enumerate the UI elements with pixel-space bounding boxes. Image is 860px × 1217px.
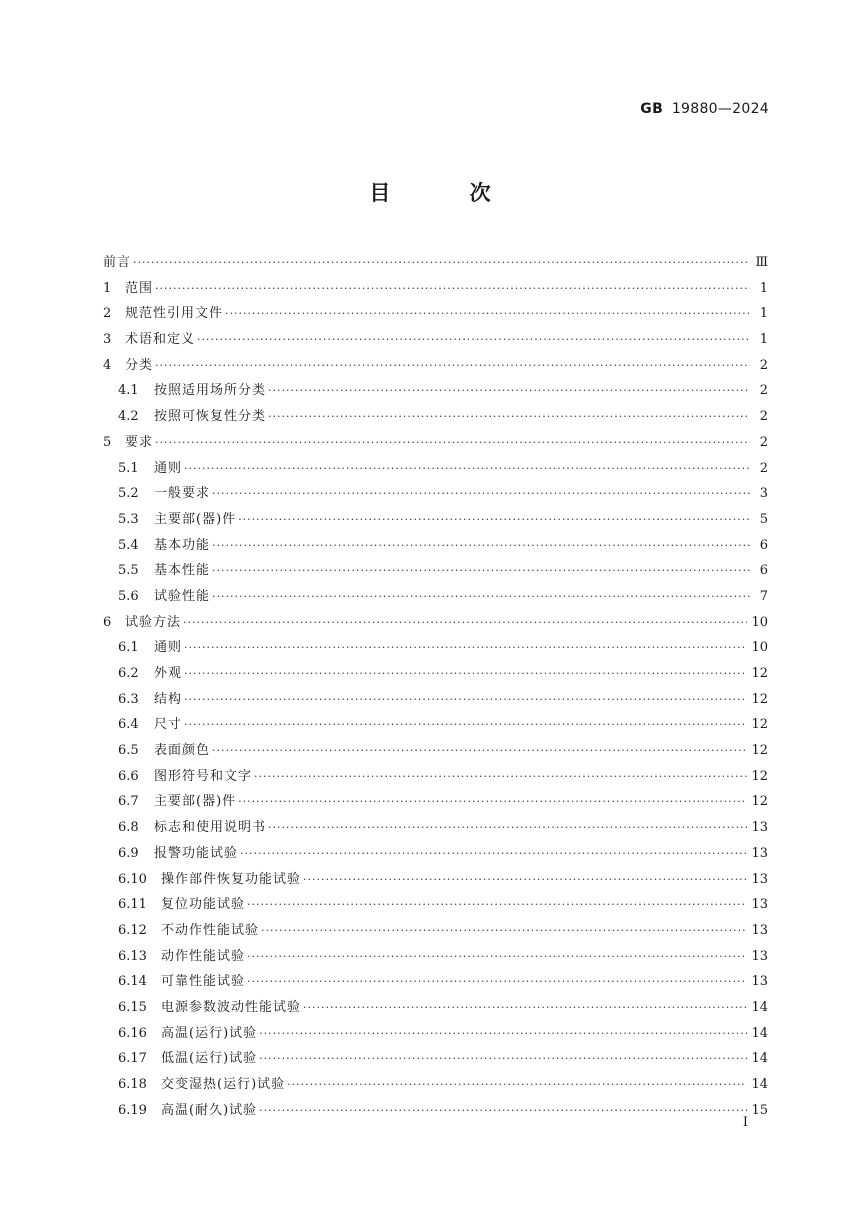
toc-leader-dots — [303, 867, 747, 893]
page-title: 目 次 — [369, 181, 527, 205]
toc-entry[interactable] — [103, 533, 768, 559]
toc-entry[interactable] — [103, 764, 768, 790]
toc-entry-number: 6.9 — [118, 845, 139, 861]
toc-entry-number: 5.6 — [118, 588, 139, 604]
toc-entry-page: 15 — [751, 1102, 768, 1118]
toc-entry[interactable] — [103, 738, 768, 764]
toc-entry-number: 5.3 — [118, 511, 139, 527]
toc-entry-page: 2 — [759, 434, 768, 450]
toc-leader-dots — [155, 430, 750, 456]
toc-entry-title: 动作性能试验 — [161, 948, 246, 964]
toc-leader-dots — [183, 610, 747, 636]
toc-entry-page: 2 — [759, 357, 768, 373]
toc-leader-dots — [184, 661, 747, 687]
toc-entry[interactable] — [103, 661, 768, 687]
toc-entry[interactable] — [103, 944, 768, 970]
toc-entry-title: 试验性能 — [154, 588, 211, 604]
standard-number — [640, 101, 769, 117]
toc-entry[interactable] — [103, 378, 768, 404]
toc-leader-dots — [259, 1021, 747, 1047]
toc-entry-number: 1 — [103, 280, 112, 296]
toc-entry-number: 6.2 — [118, 666, 139, 681]
toc-entry-number: 6.10 — [118, 871, 147, 887]
toc-entry-number: 6.3 — [118, 691, 139, 707]
toc-entry[interactable] — [103, 712, 768, 738]
toc-entry-title: 要求 — [125, 434, 154, 450]
toc-entry[interactable] — [103, 301, 768, 327]
toc-entry-number: 6.15 — [118, 999, 147, 1015]
toc-leader-dots — [155, 276, 750, 302]
toc-entry-page: 2 — [759, 383, 768, 399]
toc-entry-page: 6 — [759, 537, 768, 553]
toc-entry-page: 12 — [751, 794, 768, 810]
toc-entry-number: 5.4 — [118, 537, 139, 553]
toc-entry-page: 1 — [759, 306, 768, 322]
toc-entry-number: 5.1 — [118, 460, 139, 476]
toc-entry-number: 6.14 — [118, 974, 147, 990]
toc-entry-title: 范围 — [125, 280, 154, 296]
toc-entry-title: 尺寸 — [154, 717, 183, 733]
toc-entry-page: 3 — [759, 486, 768, 502]
toc-leader-dots — [155, 353, 750, 379]
toc-leader-dots — [287, 1072, 747, 1098]
toc-leader-dots — [212, 584, 750, 610]
toc-entry[interactable] — [103, 507, 768, 533]
toc-leader-dots — [247, 892, 747, 918]
page-number: I — [742, 1115, 748, 1130]
toc-entry-title: 交变湿热(运行)试验 — [161, 1077, 286, 1092]
toc-entry[interactable] — [103, 353, 768, 379]
toc-entry[interactable] — [103, 1072, 768, 1098]
toc-entry-page: 10 — [751, 614, 768, 630]
toc-entry-page: 12 — [751, 768, 768, 784]
toc-entry-number: 5 — [103, 434, 112, 450]
toc-entry-page: 1 — [759, 280, 768, 296]
toc-entry-title: 外观 — [154, 666, 183, 681]
toc-entry[interactable] — [103, 1021, 768, 1047]
toc-entry-title: 报警功能试验 — [154, 845, 239, 861]
toc-entry-number: 4 — [103, 357, 112, 373]
toc-entry[interactable] — [103, 815, 768, 841]
toc-entry[interactable] — [103, 430, 768, 456]
toc-entry-page: 14 — [751, 1077, 768, 1092]
toc-entry-title: 试验方法 — [125, 614, 182, 630]
toc-entry-number: 5.2 — [118, 486, 139, 502]
toc-entry-page: 1 — [759, 332, 768, 348]
toc-leader-dots — [268, 404, 750, 430]
toc-entry-number: 6.8 — [118, 820, 139, 836]
toc-entry-title: 标志和使用说明书 — [154, 820, 267, 836]
toc-entry-number: 6.13 — [118, 948, 147, 964]
toc-entry-title: 可靠性能试验 — [161, 974, 246, 990]
toc-entry-number: 6 — [103, 614, 112, 630]
toc-leader-dots — [240, 841, 747, 867]
toc-entry-title: 表面颜色 — [154, 743, 211, 759]
toc-entry-number: 6.12 — [118, 922, 147, 938]
toc-entry-page: 13 — [751, 871, 768, 887]
toc-entry-page: 12 — [751, 717, 768, 733]
toc-entry[interactable] — [103, 841, 768, 867]
toc-entry-number: 6.6 — [118, 768, 139, 784]
toc-leader-dots — [268, 815, 747, 841]
toc-entry-title: 通则 — [154, 640, 183, 656]
toc-entry-page: 14 — [751, 999, 768, 1015]
toc-entry-page: 12 — [751, 666, 768, 681]
toc-entry-number: 6.4 — [118, 717, 139, 733]
toc-leader-dots — [259, 1098, 747, 1124]
toc-entry-title: 主要部(器)件 — [154, 511, 237, 527]
toc-entry-title: 操作部件恢复功能试验 — [161, 871, 302, 887]
toc-leader-dots — [212, 738, 747, 764]
toc-entry-page: 12 — [751, 743, 768, 759]
toc-leader-dots — [184, 456, 750, 482]
toc-leader-dots — [268, 378, 750, 404]
toc-entry-number: 6.17 — [118, 1051, 147, 1067]
toc-entry-page: 13 — [751, 897, 768, 913]
toc-entry-number: 6.1 — [118, 640, 139, 656]
standard-prefix: GB — [640, 101, 664, 117]
toc-entry-page: 6 — [759, 563, 768, 579]
toc-entry[interactable] — [103, 789, 768, 815]
toc-leader-dots — [238, 789, 747, 815]
toc-entry[interactable] — [103, 1098, 768, 1124]
toc-entry-page: 2 — [759, 409, 768, 425]
toc-entry-page: 12 — [751, 691, 768, 707]
toc-entry-number: 6.19 — [118, 1102, 147, 1118]
toc-entry[interactable] — [103, 918, 768, 944]
toc-entry[interactable] — [103, 995, 768, 1021]
toc-entry-page: 2 — [759, 460, 768, 476]
toc-leader-dots — [254, 764, 747, 790]
toc-entry-number: 6.16 — [118, 1025, 147, 1041]
toc-leader-dots — [238, 507, 750, 533]
toc-leader-dots — [212, 481, 750, 507]
toc-entry-title: 按照可恢复性分类 — [154, 409, 267, 425]
toc-entry-number: 5.5 — [118, 563, 139, 579]
toc-entry-page: 7 — [759, 588, 768, 604]
toc-entry-title: 基本功能 — [154, 537, 211, 553]
toc-entry-title: 图形符号和文字 — [154, 768, 253, 784]
toc-entry-page: 13 — [751, 820, 768, 836]
toc-leader-dots — [247, 969, 747, 995]
toc-leader-dots — [197, 327, 750, 353]
toc-entry[interactable] — [103, 327, 768, 353]
toc-entry-title: 复位功能试验 — [161, 897, 246, 913]
toc-entry-number: 6.5 — [118, 743, 139, 759]
toc-entry-number: 2 — [103, 306, 112, 322]
toc-entry[interactable] — [103, 481, 768, 507]
toc-entry[interactable] — [103, 250, 768, 276]
toc-entry[interactable] — [103, 584, 768, 610]
toc-entry-title: 规范性引用文件 — [125, 306, 224, 322]
toc-entry-number: 6.11 — [118, 897, 147, 913]
toc-entry-page: 14 — [751, 1025, 768, 1041]
toc-entry[interactable] — [103, 1046, 768, 1072]
toc-entry-number: 3 — [103, 332, 112, 348]
toc-entry-title: 主要部(器)件 — [154, 794, 237, 810]
toc-entry-title: 基本性能 — [154, 563, 211, 579]
toc-entry-title: 按照适用场所分类 — [154, 383, 267, 399]
toc-entry-page: 13 — [751, 845, 768, 861]
toc-entry-number: 4.1 — [118, 383, 139, 399]
toc-leader-dots — [225, 301, 750, 327]
toc-leader-dots — [133, 250, 750, 276]
toc-entry-title: 高温(运行)试验 — [161, 1025, 258, 1041]
toc-entry-page: 13 — [751, 922, 768, 938]
toc-entry[interactable] — [103, 610, 768, 636]
toc-leader-dots — [259, 1046, 747, 1072]
toc-entry[interactable] — [103, 892, 768, 918]
toc-entry-page: 14 — [751, 1051, 768, 1067]
toc-entry-page: 5 — [759, 511, 768, 527]
toc-entry-title: 术语和定义 — [125, 332, 196, 348]
toc-entry-title: 不动作性能试验 — [161, 922, 260, 938]
toc-leader-dots — [247, 944, 747, 970]
table-of-contents — [103, 250, 768, 1123]
toc-entry-number: 6.18 — [118, 1077, 147, 1092]
toc-leader-dots — [184, 687, 747, 713]
toc-entry-title: 前言 — [103, 255, 132, 270]
toc-leader-dots — [303, 995, 747, 1021]
toc-entry-title: 一般要求 — [154, 486, 211, 502]
toc-leader-dots — [261, 918, 747, 944]
toc-entry[interactable] — [103, 687, 768, 713]
toc-entry-page: 10 — [751, 640, 768, 656]
toc-entry[interactable] — [103, 867, 768, 893]
toc-leader-dots — [212, 558, 750, 584]
toc-entry-title: 通则 — [154, 460, 183, 476]
toc-entry-title: 电源参数波动性能试验 — [161, 999, 302, 1015]
toc-entry[interactable] — [103, 558, 768, 584]
toc-entry-title: 低温(运行)试验 — [161, 1051, 258, 1067]
toc-entry-page: Ⅲ — [755, 255, 768, 270]
toc-entry-title: 分类 — [125, 357, 154, 373]
toc-entry-number: 6.7 — [118, 794, 139, 810]
toc-leader-dots — [184, 712, 747, 738]
toc-entry-title: 结构 — [154, 691, 183, 707]
standard-code: 19880—2024 — [671, 101, 769, 117]
toc-entry[interactable] — [103, 969, 768, 995]
toc-entry-page: 13 — [751, 948, 768, 964]
toc-entry[interactable] — [103, 456, 768, 482]
toc-entry[interactable] — [103, 635, 768, 661]
toc-entry-page: 13 — [751, 974, 768, 990]
toc-entry[interactable] — [103, 276, 768, 302]
toc-leader-dots — [184, 635, 747, 661]
toc-entry[interactable] — [103, 404, 768, 430]
toc-entry-title: 高温(耐久)试验 — [161, 1102, 258, 1118]
toc-entry-number: 4.2 — [118, 409, 139, 425]
toc-leader-dots — [212, 533, 750, 559]
